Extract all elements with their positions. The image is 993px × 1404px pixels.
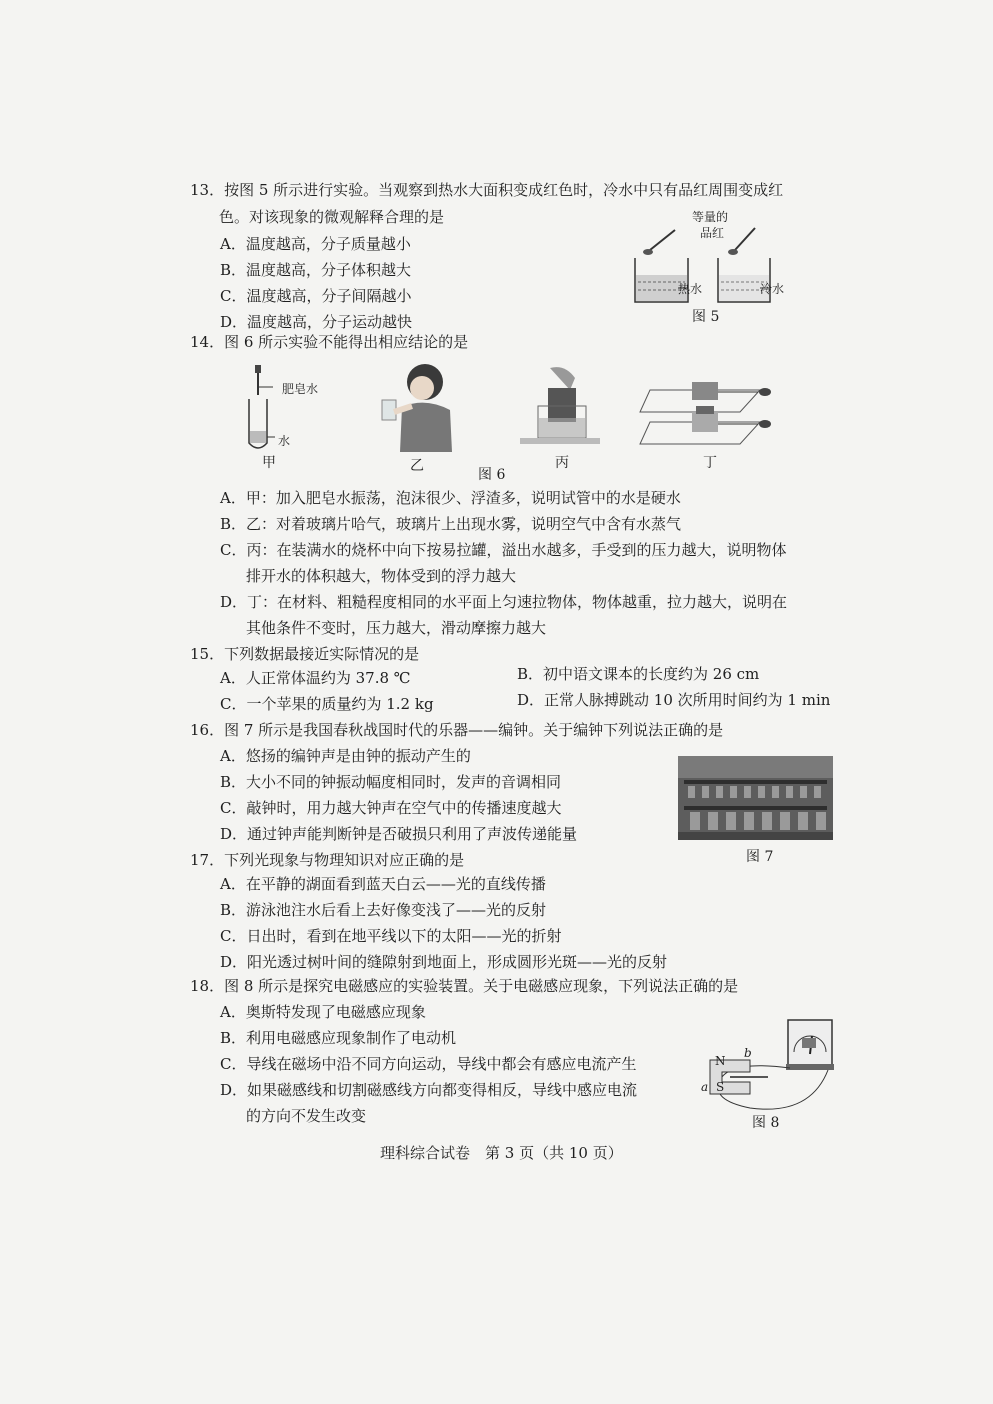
q16-option-d: D．通过钟声能判断钟是否破损只利用了声波传递能量 [220, 825, 578, 843]
figure-8-caption: 图 8 [752, 1115, 780, 1131]
q17-option-a: A．在平静的湖面看到蓝天白云——光的直线传播 [220, 875, 546, 893]
fig8-label-s: S [716, 1080, 725, 1094]
figure-6-test-tube [245, 365, 305, 455]
fig6-sub-jia: 甲 [262, 455, 276, 471]
q15-stem: 15．下列数据最接近实际情况的是 [190, 645, 420, 663]
q17-option-d: D．阳光透过树叶间的缝隙射到地面上，形成圆形光斑——光的反射 [220, 953, 668, 971]
fig6-label-soap-water: 肥皂水 [282, 382, 319, 396]
q18-stem: 18．图 8 所示是探究电磁感应的实验装置。关于电磁感应现象，下列说法正确的是 [190, 977, 739, 995]
q15-option-c: C．一个苹果的质量约为 1.2 kg [220, 695, 434, 713]
q14-option-c: C．丙：在装满水的烧杯中向下按易拉罐，溢出水越多，手受到的压力越大，说明物体 [220, 541, 787, 559]
q13-option-b: B．温度越高，分子体积越大 [220, 261, 412, 279]
q16-option-a: A．悠扬的编钟声是由钟的振动产生的 [220, 747, 471, 765]
figure-5-caption: 图 5 [692, 309, 720, 325]
q16-option-c: C．敲钟时，用力越大钟声在空气中的传播速度越大 [220, 799, 562, 817]
q18-option-a: A．奥斯特发现了电磁感应现象 [220, 1003, 426, 1021]
figure-7-bells-photo [678, 756, 833, 840]
q14-option-d-cont: 其他条件不变时，压力越大，滑动摩擦力越大 [246, 619, 547, 637]
figure-6-caption: 图 6 [478, 467, 506, 483]
fig8-label-b: b [744, 1046, 752, 1060]
q14-option-d: D．丁：在材料、粗糙程度相同的水平面上匀速拉物体，物体越重，拉力越大，说明在 [220, 593, 788, 611]
q16-option-b: B．大小不同的钟振动幅度相同时，发声的音调相同 [220, 773, 562, 791]
q17-option-c: C．日出时，看到在地平线以下的太阳——光的折射 [220, 927, 562, 945]
figure-6-friction-setup [640, 370, 780, 450]
q18-option-b: B．利用电磁感应现象制作了电动机 [220, 1029, 457, 1047]
fig5-label-equal-amount: 等量的 [692, 210, 729, 224]
fig8-label-a: a [701, 1080, 709, 1094]
q18-option-c: C．导线在磁场中沿不同方向运动，导线中都会有感应电流产生 [220, 1055, 637, 1073]
q14-option-b: B．乙：对着玻璃片哈气，玻璃片上出现水雾，说明空气中含有水蒸气 [220, 515, 682, 533]
q14-stem: 14．图 6 所示实验不能得出相应结论的是 [190, 333, 469, 351]
q14-option-a: A．甲：加入肥皂水振荡，泡沫很少、浮渣多，说明试管中的水是硬水 [220, 489, 681, 507]
fig6-sub-ding: 丁 [703, 455, 717, 471]
fig8-label-n: N [715, 1054, 726, 1068]
q13-option-c: C．温度越高，分子间隔越小 [220, 287, 412, 305]
figure-6-girl-breathing [380, 362, 460, 452]
q15-option-a: A．人正常体温约为 37.8 ℃ [220, 669, 411, 687]
fig5-label-pinhong: 品红 [700, 226, 725, 240]
q13-stem-line2: 色。对该现象的微观解释合理的是 [219, 208, 445, 226]
q16-stem: 16．图 7 所示是我国春秋战国时代的乐器——编钟。关于编钟下列说法正确的是 [190, 721, 724, 739]
q13-stem-line1: 13．按图 5 所示进行实验。当观察到热水大面积变成红色时，冷水中只有品红周围变成红 [190, 181, 784, 199]
q17-option-b: B．游泳池注水后看上去好像变浅了——光的反射 [220, 901, 547, 919]
q13-option-d: D．温度越高，分子运动越快 [220, 313, 413, 331]
q15-option-d: D．正常人脉搏跳动 10 次所用时间约为 1 min [517, 691, 831, 709]
fig5-label-hot-water: 热水 [678, 282, 703, 296]
figure-8-induction-setup [690, 1020, 840, 1120]
q17-stem: 17．下列光现象与物理知识对应正确的是 [190, 851, 465, 869]
page-footer: 理科综合试卷 第 3 页（共 10 页） [380, 1144, 623, 1162]
fig6-sub-bing: 丙 [555, 455, 569, 471]
q13-option-a: A．温度越高，分子质量越小 [220, 235, 411, 253]
q14-option-c-cont: 排开水的体积越大，物体受到的浮力越大 [246, 567, 517, 585]
fig6-label-water: 水 [278, 434, 291, 448]
q18-option-d: D．如果磁感线和切割磁感线方向都变得相反，导线中感应电流 [220, 1081, 638, 1099]
figure-6-can-in-beaker [520, 368, 600, 448]
q15-option-b: B．初中语文课本的长度约为 26 cm [517, 665, 760, 683]
fig5-label-cold-water: 冷水 [760, 282, 785, 296]
q18-option-d-cont: 的方向不发生改变 [246, 1107, 367, 1125]
fig6-sub-yi: 乙 [410, 458, 424, 474]
figure-7-caption: 图 7 [746, 849, 774, 865]
